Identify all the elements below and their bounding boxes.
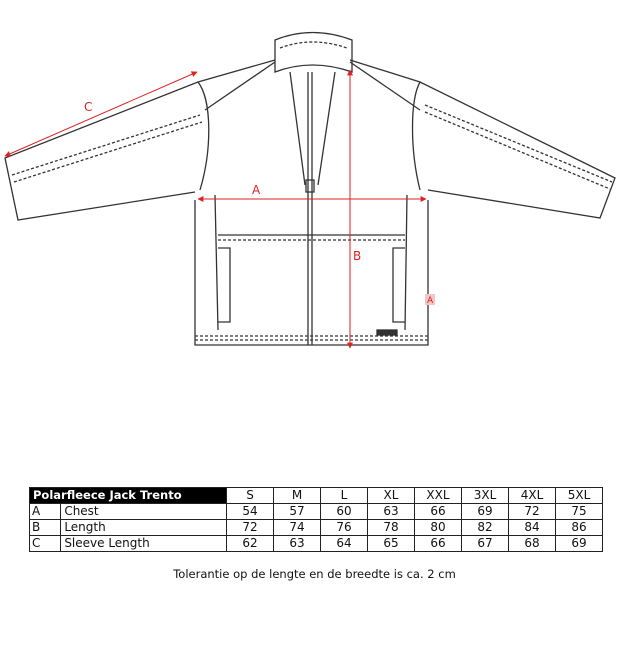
table-row [30,504,603,520]
measure-c [5,72,197,156]
table-cell: 65 [368,536,415,552]
size-table [29,487,603,552]
size-header-row [30,488,603,504]
table-cell: 64 [321,536,368,552]
size-header: S [227,488,274,504]
row-code: B [30,520,61,536]
size-header: M [274,488,321,504]
measure-a-label: A [252,183,261,197]
corner-badge [425,294,435,306]
size-header: XL [368,488,415,504]
table-cell: 66 [415,504,462,520]
table-cell: 86 [556,520,603,536]
table-cell: 63 [274,536,321,552]
table-cell: 72 [227,520,274,536]
table-cell: 69 [556,536,603,552]
jacket-outline [5,33,615,346]
table-cell: 68 [509,536,556,552]
size-header: L [321,488,368,504]
table-cell: 69 [462,504,509,520]
measure-c-label: C [84,100,93,114]
table-cell: 60 [321,504,368,520]
table-cell: 84 [509,520,556,536]
size-header: XXL [415,488,462,504]
table-cell: 80 [415,520,462,536]
size-header: 5XL [556,488,603,504]
table-cell: 63 [368,504,415,520]
table-row [30,520,603,536]
measure-b-label: B [353,249,362,263]
table-cell: 54 [227,504,274,520]
table-cell: 75 [556,504,603,520]
table-title: Polarfleece Jack Trento [30,488,227,504]
table-cell: 62 [227,536,274,552]
size-header: 4XL [509,488,556,504]
table-cell: 74 [274,520,321,536]
row-name: Sleeve Length [61,536,227,552]
tolerance-note: Tolerantie op de lengte en de breedte is ca. 2 cm [173,567,456,581]
row-name: Length [61,520,227,536]
table-cell: 67 [462,536,509,552]
table-cell: 82 [462,520,509,536]
measure-b [350,70,361,348]
row-name: Chest [61,504,227,520]
table-cell: 66 [415,536,462,552]
size-header: 3XL [462,488,509,504]
table-cell: 78 [368,520,415,536]
table-cell: 76 [321,520,368,536]
row-code: A [30,504,61,520]
corner-badge-label: A [427,296,434,306]
table-row [30,536,603,552]
row-code: C [30,536,61,552]
table-cell: 57 [274,504,321,520]
table-cell: 72 [509,504,556,520]
